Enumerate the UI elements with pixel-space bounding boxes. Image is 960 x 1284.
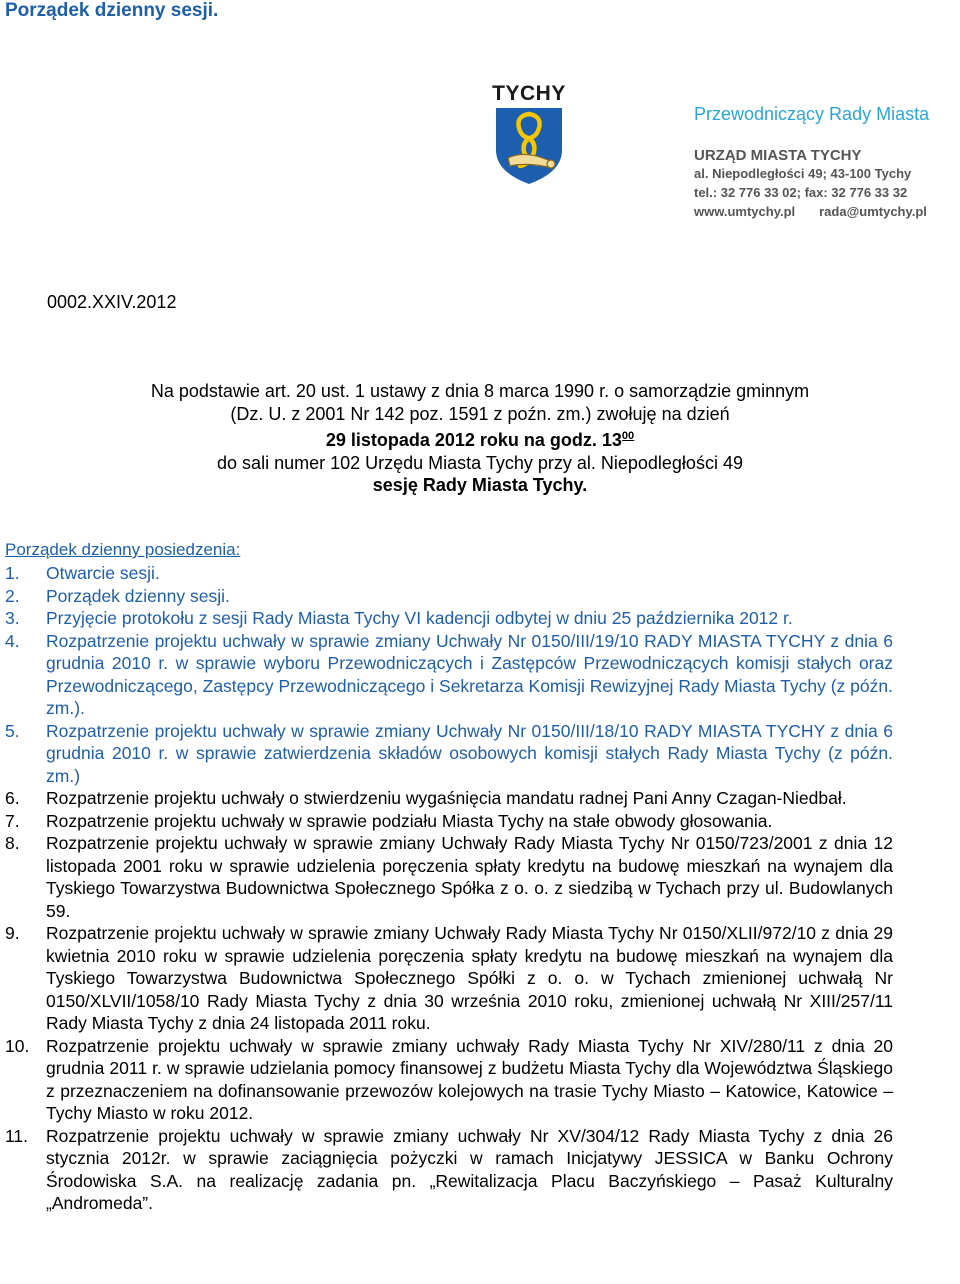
- agenda-item-text: Rozpatrzenie projektu uchwały w sprawie podziału Miasta Tychy na stałe obwody głosowania.: [46, 810, 773, 831]
- agenda-item-number: 10.: [5, 1035, 30, 1056]
- convocation-text: [0, 380, 960, 497]
- agenda-item: [5, 810, 893, 833]
- agenda-item-text: Rozpatrzenie projektu uchwały w sprawie zmiany Uchwały Nr 0150/III/19/10 RADY MIASTA TYCHY z dnia 6 grudnia 2010 r. w sprawie wyboru Przewodniczących i Zastępców Przewodniczących komisji stałych oraz Przewodniczącego, Zastępcy Przewodniczącego i Sekretarza Komisji Rewizyjnej Rady Miasta Tychy (z późn. zm.).: [46, 630, 893, 718]
- agenda-item: [5, 720, 893, 788]
- intro-line-2: (Dz. U. z 2001 Nr 142 poz. 1591 z poźn. zm.) zwołuję na dzień: [230, 403, 730, 424]
- agenda-item-text: Rozpatrzenie projektu uchwały w sprawie zmiany Uchwały Rady Miasta Tychy Nr 0150/XLII/972/10 z dnia 29 kwietnia 2010 roku w sprawie udzielenia poręczenia spłaty kredytu na budowę mieszkań na wynajem dla Tyskiego Towarzystwa Budownictwa Społecznego Spółki z o. o. w Tychach zmienionej uchwałą Nr 0150/XLVII/1058/10 Rady Miasta Tychy z dnia 30 września 2010 roku, zmienionej uchwałą Nr XIII/257/11 Rady Miasta Tychy z dnia 24 listopada 2011 roku.: [46, 923, 893, 1033]
- agenda-item: [5, 832, 893, 922]
- letterhead-role: Przewodniczący Rady Miasta: [694, 104, 930, 124]
- intro-line-5: sesję Rady Miasta Tychy.: [372, 475, 588, 495]
- letterhead-email: rada@umtychy.pl: [819, 204, 927, 219]
- letterhead-website: www.umtychy.pl: [694, 204, 796, 219]
- agenda-item: [5, 787, 893, 810]
- intro-line-3: [0, 425, 960, 452]
- agenda-item-text: Porządek dzienny sesji.: [46, 585, 230, 606]
- agenda-item-number: 6.: [5, 788, 20, 808]
- agenda-item: [5, 607, 893, 630]
- agenda-item-text: Przyjęcie protokołu z sesji Rady Miasta Tychy VI kadencji odbytej w dniu 25 października 2012 r.: [46, 608, 793, 628]
- agenda-item-text: Rozpatrzenie projektu uchwały w sprawie zmiany Uchwały Nr 0150/III/18/10 RADY MIASTA TYCHY z dnia 6 grudnia 2010 r. w sprawie zatwierdzenia składów osobowych komisji stałych Rady Miasta Tychy (z późn. zm.): [46, 720, 893, 786]
- crest-city-name: TYCHY: [492, 82, 566, 105]
- letterhead-address: al. Niepodległości 49; 43-100 Tychy: [694, 166, 912, 181]
- session-date-time: 29 listopada 2012 roku na godz. 13: [325, 430, 622, 450]
- agenda-item-number: 8.: [5, 833, 20, 853]
- intro-line-1: Na podstawie art. 20 ust. 1 ustawy z dnia 8 marca 1990 r. o samorządzie gminnym: [150, 381, 810, 401]
- page-heading: Porządek dzienny sesji.: [5, 0, 219, 21]
- agenda-item: [5, 630, 893, 720]
- agenda-list: [5, 562, 893, 1215]
- agenda-item: [5, 562, 893, 585]
- agenda-item-text: Rozpatrzenie projektu uchwały w sprawie zmiany uchwały Rady Miasta Tychy Nr XIV/280/11 z dnia 20 grudnia 2011 r. w sprawie udzielania pomocy finansowej z budżetu Miasta Tychy dla Województwa Śląskiego z przeznaczeniem na dofinansowanie przewozów kolejowych na trasie Tychy Miasto – Katowice, Katowice – Tychy Miasto w roku 2012.: [46, 1035, 893, 1123]
- agenda-item-number: 3.: [5, 608, 20, 628]
- city-crest-logo: [492, 82, 566, 186]
- agenda-item-number: 2.: [5, 585, 20, 606]
- agenda-item: [5, 585, 893, 608]
- agenda-item-number: 5.: [5, 720, 20, 741]
- agenda-item: [5, 922, 893, 1035]
- reference-number: 0002.XXIV.2012: [47, 292, 177, 312]
- agenda-item-text: Otwarcie sesji.: [46, 563, 160, 583]
- agenda-heading: Porządek dzienny posiedzenia:: [5, 540, 241, 559]
- agenda-item-text: Rozpatrzenie projektu uchwały w sprawie zmiany uchwały Nr XV/304/12 Rady Miasta Tychy z dnia 26 stycznia 2012r. w sprawie zaciągnięcia pożyczki w ramach Inicjatywy JESSICA w Banku Ochrony Środowiska S.A. na realizację zadania pn. „Rewitalizacja Placu Baczyńskiego – Pasaż Kulturalny „Andromeda”.: [46, 1125, 893, 1213]
- agenda-item: [5, 1125, 893, 1215]
- shield-icon: [494, 106, 564, 186]
- session-time-minutes: 00: [621, 430, 635, 442]
- agenda-item-number: 4.: [5, 630, 20, 651]
- agenda-item: [5, 1035, 893, 1125]
- letterhead-phone: tel.: 32 776 33 02; fax: 32 776 33 32: [694, 185, 908, 200]
- agenda-item-number: 7.: [5, 810, 20, 831]
- agenda-item-number: 1.: [5, 563, 20, 583]
- agenda-item-number: 9.: [5, 923, 20, 943]
- agenda-item-text: Rozpatrzenie projektu uchwały o stwierdzeniu wygaśnięcia mandatu radnej Pani Anny Czagan-Niedbał.: [46, 788, 847, 808]
- letterhead-web: [694, 202, 956, 221]
- intro-line-4: do sali numer 102 Urzędu Miasta Tychy przy al. Niepodległości 49: [217, 452, 743, 473]
- letterhead-office: URZĄD MIASTA TYCHY: [694, 147, 862, 164]
- agenda-item-text: Rozpatrzenie projektu uchwały w sprawie zmiany Uchwały Rady Miasta Tychy Nr 0150/723/2001 z dnia 12 listopada 2001 roku w sprawie udzielenia poręczenia spłaty kredytu na budowę mieszkań na wynajem dla Tyskiego Towarzystwa Budownictwa Społecznego Spółka z o. o. z siedzibą w Tychach przy ul. Budowlanych 59.: [46, 833, 893, 921]
- agenda-item-number: 11.: [5, 1125, 29, 1146]
- letterhead: [694, 104, 956, 221]
